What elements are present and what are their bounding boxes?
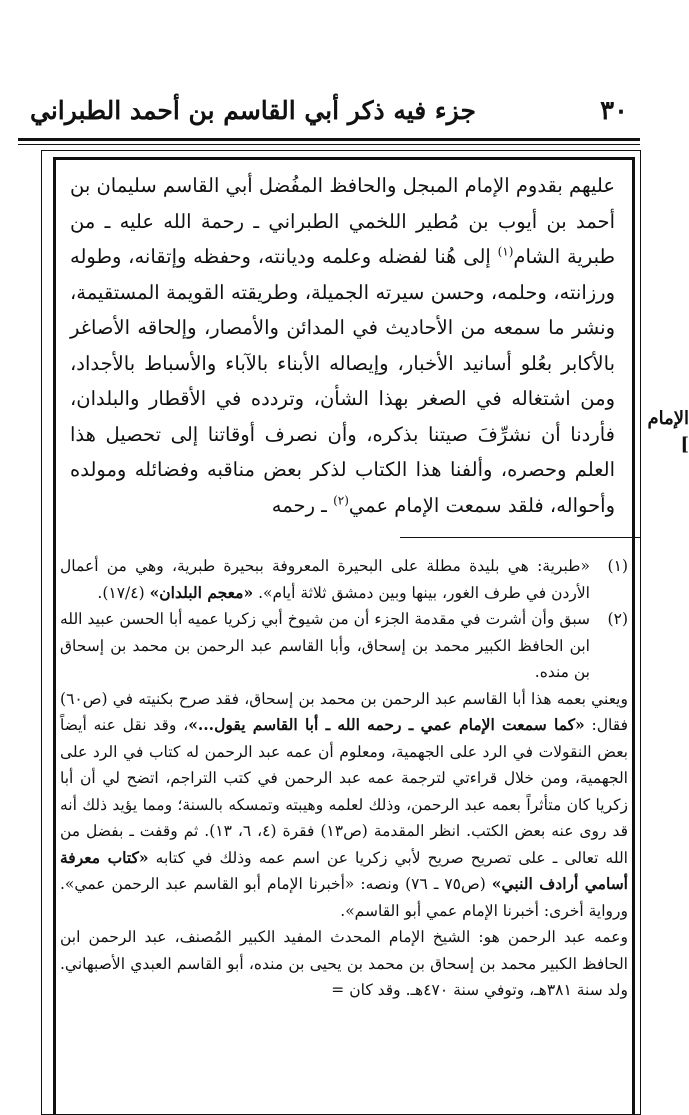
footnote-body [60,553,590,606]
running-title: جزء فيه ذكر أبي القاسم بن أحمد الطبراني [30,96,476,125]
footnote-text: (١٧/٤). [97,583,150,602]
footnote-number: (٢) [607,610,628,628]
page-number: ٣٠ [600,96,628,126]
main-paragraph [70,168,615,523]
margin-note-line-2: ] [680,434,689,455]
footnote-text: ، وقد نقل عنه أيضاً بعض النقولات في الرد على الجهمية، ومعلوم أن عمه عبد الرحمن له كتاب في الرد على الجهمية، ومن خلال قراءتي لترجمة عمه عبد الرحمن في كتب التراجم، اتضح لي أن أبا زكريا كان متأثراً بعمه عبد الرحمن، وذلك لعلمه وهيبته وتمسكه بالسنة؛ ومما يؤيد ذلك أنه قد روى عنه بعض الكتب. انظر المقدمة (ص١٣) فقرة (٤، ٦، ١٣). ثم وقفت ـ بفضل من الله تعالى ـ على تصريح صريح لأبي زكريا عن اسم عمه وذلك في كتابه [60,716,629,867]
main-text [70,168,615,523]
footnote-2-continued [60,686,628,925]
margin-note [645,406,689,458]
footnote-body [60,606,590,686]
footnote-source-title: «معجم البلدان» [149,582,254,602]
footnote-quote: «كما سمعت الإمام عمي ـ رحمه الله ـ أبا القاسم يقول...» [188,715,585,734]
footnote-ref-1[interactable]: (١) [497,244,514,259]
footnote-text: (ص٧٥ ـ ٧٦) ونصه: «أخبرنا الإمام أبو القاسم عبد الرحمن عمي». ورواية أخرى: أخبرنا الإمام عمي أبو القاسم». [60,875,628,920]
header-rule-thin [18,144,640,145]
footnote-book-title: «كتاب معرفة أسامي أرادف النبي» [60,847,628,893]
main-text-part-2: إلى هُنا لفضله وعلمه وديانته، وحفظه وإتقانه، وطوله ورزانته، وحلمه، وحسن سيرته الجميلة، وطريقته القويمة المستقيمة، ونشر ما سمعه من الأحاديث في المدائن والأمصار، وإلحاقه الأصاغر بالأكابر بعُلو أسانيد الأخبار، وإيصاله الأبناء بالآباء والأسباط بالأجداد، ومن اشتغاله في الصغر بهذا الشأن، وتردده في الأقطار والبلدان، فأردنا أن نشرِّفَ صيتنا بذكره، وأن نصرف أوقاتنا إلى تحصيل هذا العلم وحصره، وألفنا هذا الكتاب لذكر بعض مناقبه وفضائله ومولده وأحواله، فلقد سمعت الإمام عمي [70,245,615,517]
running-header [18,88,640,134]
footnotes [60,553,628,1004]
footnote-1 [60,553,628,606]
footnote-2-biography: وعمه عبد الرحمن هو: الشيخ الإمام المحدث المفيد الكبير المُصنف، عبد الرحمن ابن الحافظ الكبير محمد بن إسحاق بن محمد بن يحيى بن منده، أبو القاسم العبدي الأصبهاني. ولد سنة ٣٨١هـ، وتوفي سنة ٤٧٠هـ. وقد كان = [60,928,628,999]
footnote-2 [60,606,628,686]
footnote-text: «طبرية: هي بليدة مطلة على البحيرة المعروفة ببحيرة طبرية، وهي من أعمال الأردن في طرف الغور، بينها وبين دمشق ثلاثة أيام». [60,557,590,602]
footnote-text: ويعني بعمه هذا أبا القاسم عبد الرحمن بن محمد بن إسحاق، فقد صرح بكنيته في (ص٦٠) فقال: [60,689,629,734]
footnote-paragraph: سبق وأن أشرت في مقدمة الجزء أن من شيوخ أبي زكريا عميه أبا الحسن عبيد الله ابن الحافظ الكبير محمد بن إسحاق، وأبا القاسم عبد الرحمن بن محمد بن إسحاق بن منده. [60,610,590,681]
main-text-part-3: ـ رحمه [271,493,334,517]
footnote-separator [400,537,640,538]
footnote-ref-2[interactable]: (٢) [333,493,349,507]
margin-note-line-1: الإمام [647,408,689,429]
footnote-number: (١) [607,557,628,575]
main-text-part-1: عليهم بقدوم الإمام المبجل والحافظ المفُضل أبي القاسم سليمان بن أحمد بن أيوب بن مُطير اللخمي الطبراني ـ رحمة الله عليه ـ من طبرية الشام [70,174,615,268]
header-rule-thick [18,138,640,141]
